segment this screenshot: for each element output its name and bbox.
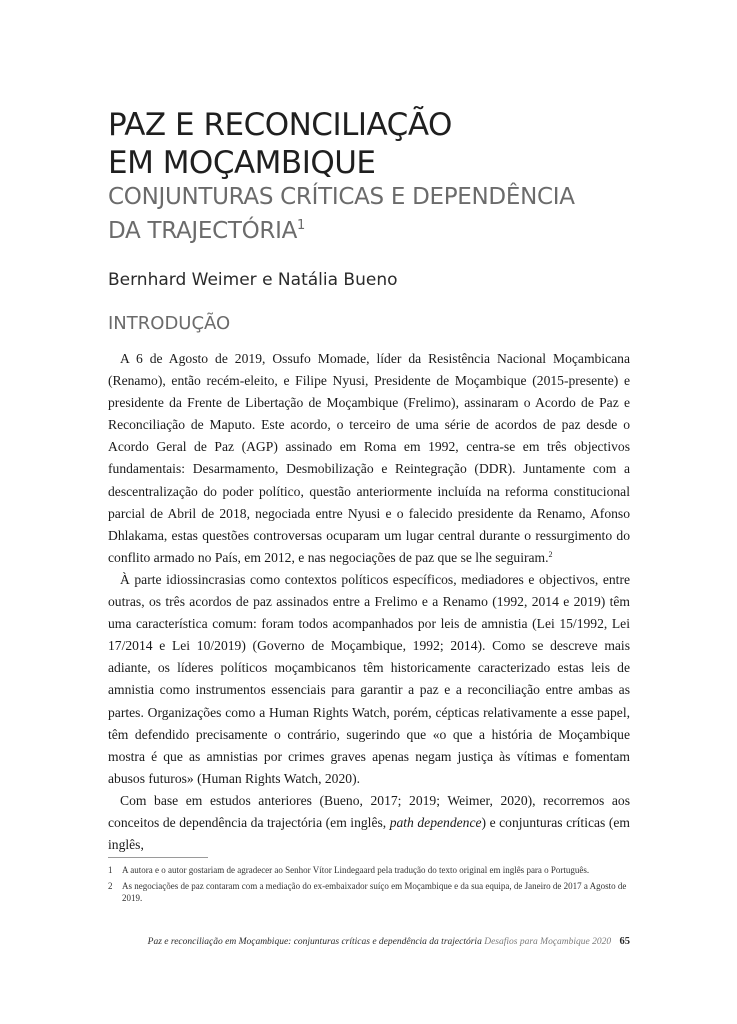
page-number: 65 xyxy=(619,936,630,947)
footer-book-title: Desafios para Moçambique 2020 xyxy=(484,937,612,947)
paragraph-3-emphasis: path dependence xyxy=(389,814,482,830)
article-subtitle xyxy=(108,180,668,248)
paragraph-1 xyxy=(108,348,630,569)
footer-chapter-title: Paz e reconciliação em Moçambique: conjunturas críticas e dependência da trajectória xyxy=(147,937,482,947)
footnote-number: 1 xyxy=(108,865,113,875)
footnote-text: A autora e o autor gostariam de agradecer ao Senhor Vítor Lindegaard pela tradução do texto original em inglês para o Português. xyxy=(122,865,590,875)
body-text xyxy=(108,348,630,856)
paragraph-2: À parte idiossincrasias como contextos políticos específicos, mediadores e objectivos, entre outras, os três acordos de paz assinados entre a Frelimo e a Renamo (1992, 2014 e 2019) têm uma característica comum: foram todos acompanhados por leis de amnistia (Lei 15/1992, Lei 17/2014 e Lei 10/2019) (Governo de Moçambique, 1992; 2014). Como se descreve mais adiante, os líderes políticos moçambicanos têm historicamente caracterizado estas leis de amnistia como instrumentos essenciais para garantir a paz e a reconciliação entre ambas as partes. Organizações como a Human Rights Watch, porém, cépticas relativamente a esse papel, têm defendido precisamente o contrário, sugerindo que «o que a história de Moçambique mostra é que as amnistias por crimes graves apenas negam justiça às vítimas e fomentam abusos futuros» (Human Rights Watch, 2020). xyxy=(108,571,630,786)
paragraph-3-end: ) e conjunturas críticas (em inglês, xyxy=(108,814,630,853)
footnote-ref-1[interactable]: 1 xyxy=(297,218,305,233)
title-line-1: PAZ E RECONCILIAÇÃO xyxy=(108,107,452,143)
footnote-1 xyxy=(108,864,630,877)
authors: Bernhard Weimer e Natália Bueno xyxy=(108,270,398,290)
paragraph-3-start: Com base em estudos anteriores (Bueno, 2017; 2019; Weimer, 2020), recorremos aos conceitos de dependência da trajectória (em inglês, xyxy=(108,792,630,830)
footnote-ref-2[interactable]: 2 xyxy=(548,549,553,559)
footnote-divider xyxy=(108,857,208,858)
subtitle-line-2 xyxy=(108,214,668,248)
footnote-text: As negociações de paz contaram com a mediação do ex-embaixador suíço em Moçambique e da sua equipa, de Janeiro de 2017 a Agosto de 2019. xyxy=(122,880,627,903)
subtitle-line-2-text: DA TRAJECTÓRIA xyxy=(108,218,298,244)
footnote-number: 2 xyxy=(108,880,113,891)
article-title xyxy=(108,106,668,182)
running-footer xyxy=(108,936,630,947)
subtitle-line-1: CONJUNTURAS CRÍTICAS E DEPENDÊNCIA xyxy=(108,184,575,210)
footnotes xyxy=(108,864,630,908)
footnote-2 xyxy=(108,880,630,905)
paragraph-1-text: A 6 de Agosto de 2019, Ossufo Momade, líder da Resistência Nacional Moçambicana (Renamo), então recém-eleito, e Filipe Nyusi, Presidente de Moçambique (2015-presente) e presidente da Frente de Libertação de Moçambique (Frelimo), assinaram o Acordo de Paz e Reconciliação de Maputo. Este acordo, o terceiro de uma série de acordos de paz desde o Acordo Geral de Paz (AGP) assinado em Roma em 1992, centra-se em três objectivos fundamentais: Desarmamento, Desmobilização e Reintegração (DDR). Juntamente com a descentralização do poder político, questão anteriormente incluída na reforma constitucional parcial de Abril de 2018, negociada entre Nyusi e o falecido presidente da Renamo, Afonso Dhlakama, estas questões controversas ocuparam um lugar central durante o ressurgimento do conflito armado no País, em 2012, e nas negociações de paz que se lhe seguiram. xyxy=(108,351,630,565)
title-line-2: EM MOÇAMBIQUE xyxy=(108,145,376,181)
paragraph-3 xyxy=(108,790,630,856)
section-heading: INTRODUÇÃO xyxy=(108,313,231,334)
